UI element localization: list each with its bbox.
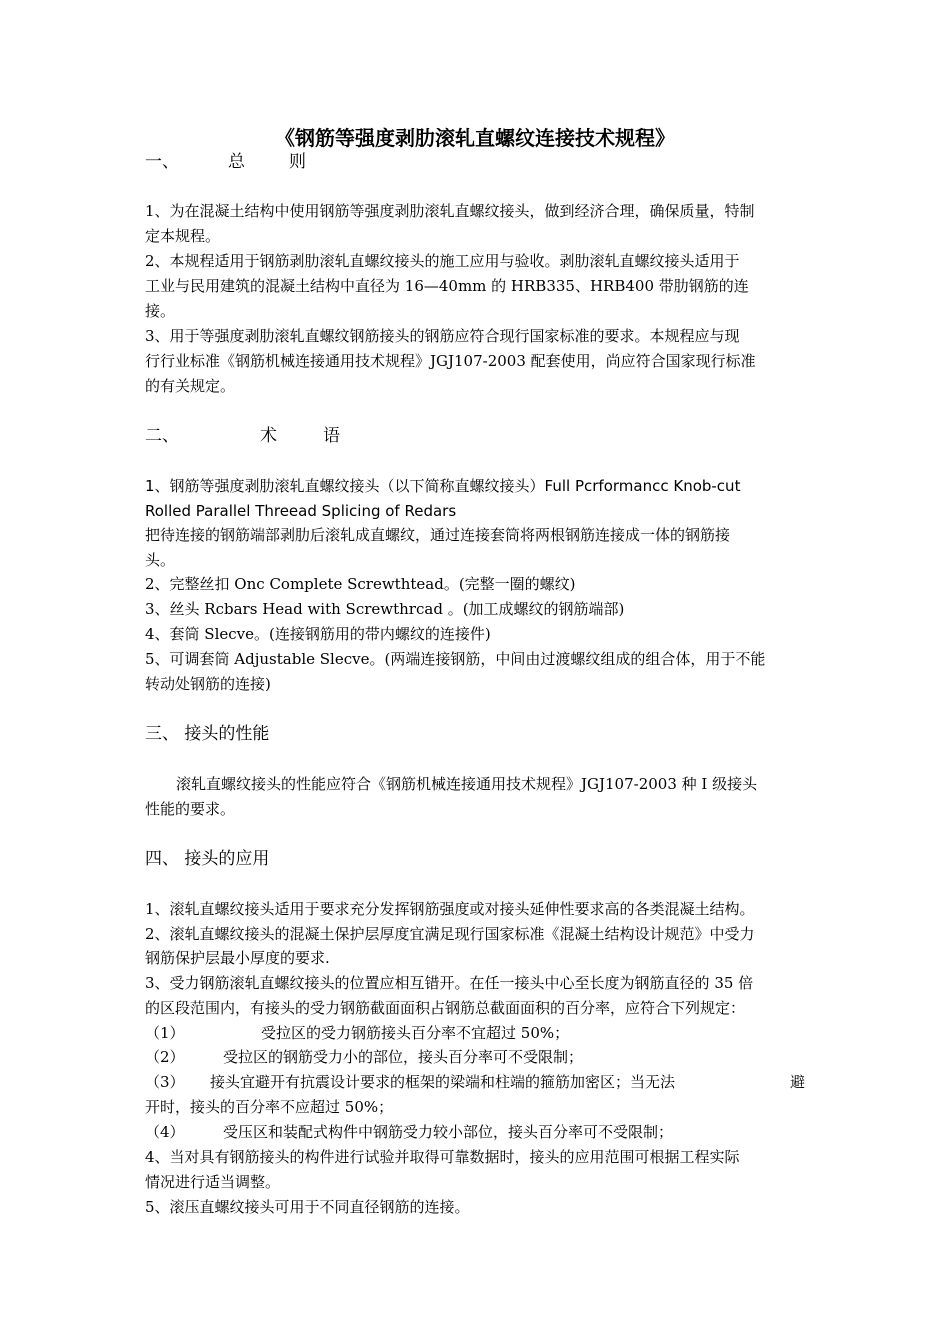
- list-item-text: 接头宜避开有抗震设计要求的框架的梁端和柱端的箍筋加密区；当无法: [210, 1073, 676, 1091]
- paragraph-line: 头。: [145, 551, 176, 569]
- section-number: 二、: [145, 426, 179, 446]
- list-item-text: 受压区和装配式构件中钢筋受力较小部位，接头百分率可不受限制；: [223, 1123, 674, 1141]
- paragraph-line: 情况进行适当调整。: [145, 1173, 281, 1191]
- paragraph-line: 行行业标准《钢筋机械连接通用技术规程》JGJ107-2003 配套使用，尚应符合国家现行标准: [145, 352, 756, 370]
- section-title-char: 总: [228, 152, 245, 172]
- paragraph-line: 3、用于等强度剥肋滚轧直螺纹钢筋接头的钢筋应符合现行国家标准的要求。本规程应与现: [145, 327, 740, 345]
- section-title-char: 术: [260, 426, 277, 446]
- paragraph-line: 2、完整丝扣 Onc Complete Screwthtead。(完整一圈的螺纹): [145, 575, 576, 593]
- section-heading-application: 四、 接头的应用: [145, 849, 270, 869]
- paragraph-line: 1、钢筋等强度剥肋滚轧直螺纹接头（以下简称直螺纹接头）Full Pcrformancc Knob-cut: [145, 477, 741, 495]
- paragraph-line: 3、丝头 Rcbars Head with Screwthrcad 。(加工成螺纹的钢筋端部): [145, 600, 625, 618]
- paragraph-line: 5、可调套筒 Adjustable Slecve。(两端连接钢筋，中间由过渡螺纹组成的组合体，用于不能: [145, 650, 766, 668]
- section-title-char: 语: [323, 426, 340, 446]
- paragraph-line: 4、套筒 Slecve。(连接钢筋用的带内螺纹的连接件): [145, 625, 491, 643]
- paragraph-line: 5、滚压直螺纹接头可用于不同直径钢筋的连接。: [145, 1198, 470, 1216]
- paragraph-line: 工业与民用建筑的混凝土结构中直径为 16—40mm 的 HRB335、HRB400 带肋钢筋的连: [145, 277, 749, 295]
- paragraph-line: 性能的要求。: [145, 800, 236, 818]
- list-item-number: （4）: [145, 1123, 185, 1141]
- paragraph-line: 滚轧直螺纹接头的性能应符合《钢筋机械连接通用技术规程》JGJ107-2003 种 I 级接头: [176, 775, 758, 793]
- list-item-number: （2）: [145, 1048, 185, 1066]
- paragraph-line: 的区段范围内，有接头的受力钢筋截面面积占钢筋总截面面积的百分率，应符合下列规定：: [145, 999, 746, 1017]
- paragraph-line: 接。: [145, 302, 176, 320]
- paragraph-line: 4、当对具有钢筋接头的构件进行试验并取得可靠数据时，接头的应用范围可根据工程实际: [145, 1148, 740, 1166]
- paragraph-line: 把待连接的钢筋端部剥肋后滚轧成直螺纹，通过连接套筒将两根钢筋连接成一体的钢筋接: [145, 526, 731, 544]
- paragraph-line: 钢筋保护层最小厚度的要求.: [145, 949, 330, 967]
- list-item-continuation: 开时，接头的百分率不应超过 50%；: [145, 1098, 394, 1116]
- paragraph-line: 1、滚轧直螺纹接头适用于要求充分发挥钢筋强度或对接头延伸性要求高的各类混凝土结构。: [145, 900, 755, 918]
- section-title-char: 则: [289, 152, 306, 172]
- list-item-text: 受拉区的钢筋受力小的部位，接头百分率可不受限制；: [223, 1048, 584, 1066]
- paragraph-line: 3、受力钢筋滚轧直螺纹接头的位置应相互错开。在任一接头中心至长度为钢筋直径的 35 倍: [145, 974, 754, 992]
- section-heading-performance: 三、 接头的性能: [145, 724, 270, 744]
- paragraph-line: 1、为在混凝土结构中使用钢筋等强度剥肋滚轧直螺纹接头，做到经济合理，确保质量，特制: [145, 202, 755, 220]
- section-number: 一、: [145, 152, 179, 172]
- paragraph-line: 2、本规程适用于钢筋剥肋滚轧直螺纹接头的施工应用与验收。剥肋滚轧直螺纹接头适用于: [145, 252, 740, 270]
- list-item-text: 受拉区的受力钢筋接头百分率不宜超过 50%；: [261, 1024, 570, 1042]
- list-item-text-tail: 避: [790, 1073, 806, 1091]
- paragraph-line: 2、滚轧直螺纹接头的混凝土保护层厚度宜满足现行国家标准《混凝土结构设计规范》中受力: [145, 925, 755, 943]
- paragraph-line: 定本规程。: [145, 227, 221, 245]
- paragraph-line: 的有关规定。: [145, 377, 236, 395]
- document-title: 《钢筋等强度剥肋滚轧直螺纹连接技术规程》: [275, 126, 675, 150]
- paragraph-line: 转动处钢筋的连接): [145, 675, 271, 693]
- paragraph-line: Rolled Parallel Threead Splicing of Redars: [145, 502, 457, 520]
- list-item-number: （1）: [145, 1024, 185, 1042]
- list-item-number: （3）: [145, 1073, 185, 1091]
